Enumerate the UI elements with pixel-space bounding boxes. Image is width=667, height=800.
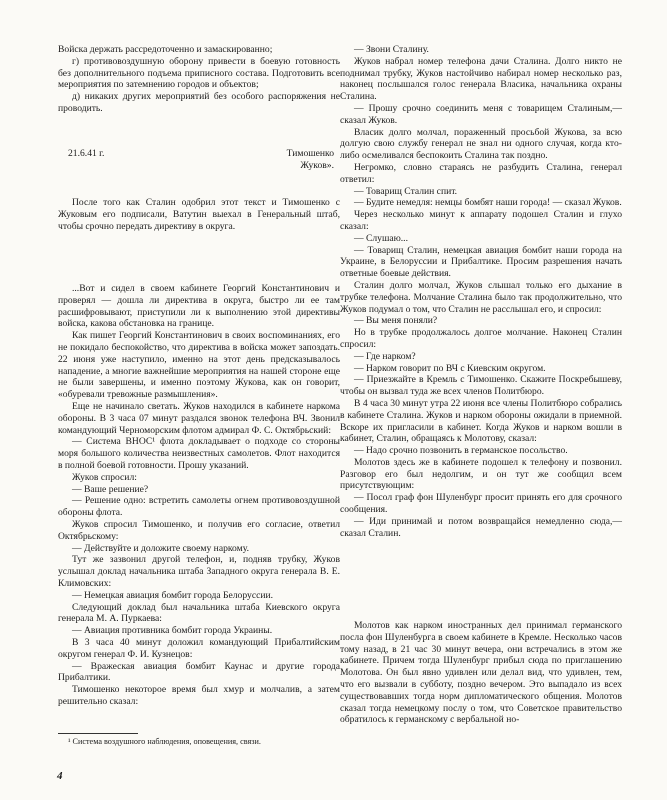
paragraph: В 3 часа 40 минут доложил командующий Прибалтийским округом генерал Ф. И. Кузнецов: (58, 636, 340, 660)
paragraph: — Надо срочно позвонить в германское посольство. (354, 445, 568, 457)
paragraph: — Приезжайте в Кремль с Тимошенко. Скажите Поскребышеву, чтобы он вызвал туда же всех членов Политбюро. (340, 374, 622, 398)
paragraph: ...Вот и сидел в своем кабинете Георгий Константинович и проверял — дошла ли директива в округа, быстро ли ее там расшифровывают, приступили ли к выполнению этой директивы войска, какова обстановка на границе. (58, 283, 340, 330)
paragraph: Молотов как нарком иностранных дел принимал германского посла фон Шуленбурга в своем кабинете в Кремле. Несколько часов тому назад, в 21 час 30 минут вечера, они встречались в этом же кабинете. Причем тогда Шуленбург прибыл сюда по приглашению Молотова. Он был явно удивлен или делал вид, что удивлен, тем, что его вызвали в субботу, поздно вечером. Это выпадало из всех существовавших тогда норм дипломатического общения. Молотов сказал тогда немецкому послу о том, что Советское правительство обратилось к германскому с вербальной но- (340, 620, 622, 726)
paragraph: — Немецкая авиация бомбит города Белоруссии. (72, 589, 274, 601)
paragraph: — Товарищ Сталин спит. (354, 185, 458, 197)
paragraph: — Товарищ Сталин, немецкая авиация бомбит наши города на Украине, в Белоруссии и Прибалтике. Просим разрешения начать ответные боевые действия. (340, 244, 622, 280)
paragraph: — Система ВНОС¹ флота докладывает о подходе со стороны моря большого количества неизвестных самолетов. Флот находится в полной боевой готовности. Прошу указаний. (58, 436, 340, 471)
paragraph: — Нарком говорит по ВЧ с Киевским округом. (354, 362, 546, 374)
paragraph: Жуков спросил: (72, 471, 137, 483)
paragraph: Тимошенко некоторое время был хмур и молчалив, а затем решительно сказал: (58, 684, 340, 707)
paragraph: Но в трубке продолжалось долгое молчание. Наконец Сталин спросил: (340, 327, 622, 350)
footnote-rule (58, 733, 138, 734)
paragraph: — Решение одно: встретить самолеты огнем противовоздушной обороны флота. (58, 495, 340, 519)
paragraph: Следующий доклад был начальника штаба Киевского округа генерала М. А. Пуркаева: (58, 601, 340, 625)
paragraph: — Действуйте и доложите своему наркому. (72, 542, 249, 554)
paragraph: — Где нарком? (354, 350, 416, 362)
footnote: ¹ Система воздушного наблюдения, оповещения, связи. (68, 737, 261, 746)
paragraph: После того как Сталин одобрил этот текст и Тимошенко с Жуковым его подписали, Ватутин выехал в Генеральный штаб, чтобы срочно передать директиву в округа. (58, 197, 340, 232)
paragraph: Как пишет Георгий Константинович в своих воспоминаниях, его не покидало беспокойство, что директива в войска может запоздать. 22 июня уже наступило, именно на этот день предсказывалось нападение, а многие важнейшие мероприятия на нашей стороне еще не были завершены, и именно поэтому Жукова, как он говорит, «обуревали тревожные размышления». (58, 330, 340, 401)
paragraph: — Ваше решение? (72, 483, 149, 495)
paragraph: Войска держать рассредоточенно и замаскированно; (58, 44, 273, 55)
paragraph: В 4 часа 30 минут утра 22 июня все члены Политбюро собрались в кабинете Сталина. Жуков и нарком обороны ожидали в приемной. Вскоре их пригласили в кабинет. Когда Жуков и нарком вошли в кабинет, Сталин, обращаясь к Молотову, сказал: (340, 397, 622, 445)
paragraph: Сталин долго молчал, Жуков слышал только его дыхание в трубке телефона. Молчание Сталина было так продолжительно, что Жуков подумал о том, что Сталин не расслышал его, и спросил: (340, 279, 622, 315)
signature-names: Тимошенко Жуков». (286, 148, 334, 171)
paragraph: — Авиация противника бомбит города Украины. (72, 625, 273, 637)
paragraph: — Будите немедля: немцы бомбят наши города! — сказал Жуков. (354, 197, 622, 209)
dialogue-text (340, 44, 622, 539)
paragraph: — Вы меня поняли? (354, 315, 438, 327)
paragraph: Жуков набрал номер телефона дачи Сталина. Долго никто не поднимал трубку, Жуков настойчиво набирал номер несколько раз, наконец послышался голос генерала Власика, начальника охраны Сталина. (340, 55, 622, 103)
paragraph: — Слушаю... (354, 232, 408, 244)
signature-date: 21.6.41 г. (68, 148, 105, 159)
directive-text (58, 44, 340, 115)
closing-text (340, 620, 622, 726)
paragraph: — Звони Сталину. (354, 44, 429, 55)
transition-text (58, 197, 340, 232)
paragraph: д) никаких других мероприятий без особого распоряжения не проводить. (58, 91, 340, 114)
paragraph: — Иди принимай и потом возвращайся немедленно сюда,— сказал Сталин. (340, 515, 622, 539)
paragraph: Власик долго молчал, пораженный просьбой Жукова, за всю долгую свою службу генерал не знал ни одного случая, когда кто-либо осмеливался беспокоить Сталина так поздно. (340, 126, 622, 162)
paragraph: Негромко, словно стараясь не разбудить Сталина, генерал ответил: (340, 161, 622, 185)
paragraph: Тут же зазвонил другой телефон, и, подняв трубку, Жуков услышал доклад начальника штаба Западного округа генерала В. Е. Климовских: (58, 554, 340, 589)
paragraph: Жуков спросил Тимошенко, и получив его согласие, ответил Октябрьскому: (58, 518, 340, 542)
paragraph: Еще не начинало светать. Жуков находился в кабинете наркома обороны. В 3 часа 07 минут раздался звонок телефона ВЧ. Звонил командующий Черноморским флотом адмирал Ф. С. Октябрьский: (58, 400, 340, 436)
paragraph: Молотов здесь же в кабинете подошел к телефону и позвонил. Разговор его был недолгим, и он тут же сообщил всем присутствующим: (340, 456, 622, 492)
page-number: 4 (57, 770, 63, 782)
paragraph: Через несколько минут к аппарату подошел Сталин и глухо сказал: (340, 209, 622, 232)
paragraph: — Прошу срочно соединить меня с товарищем Сталиным,— сказал Жуков. (340, 102, 622, 126)
paragraph: — Посол граф фон Шуленбург просит принять его для срочного сообщения. (340, 492, 622, 516)
paragraph: — Вражеская авиация бомбит Каунас и другие города Прибалтики. (58, 660, 340, 684)
narrative-text (58, 283, 340, 708)
paragraph: г) противовоздушную оборону привести в боевую готовность без дополнительного подъема приписного состава. Подготовить все мероприятия по затемнению городов и объектов; (58, 55, 340, 91)
